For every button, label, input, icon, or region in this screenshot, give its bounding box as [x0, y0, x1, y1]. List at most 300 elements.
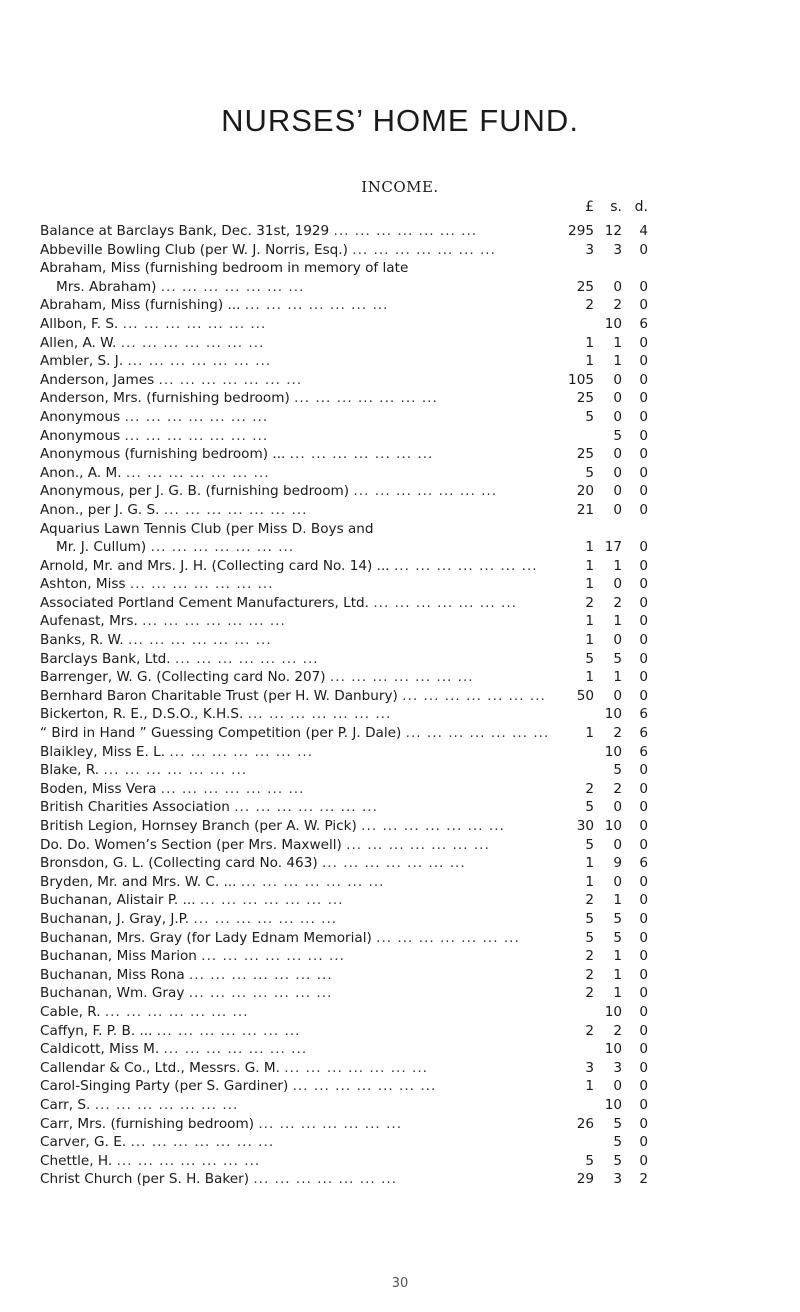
donor-name: Ashton, Miss ... ... ... ... ... ... ...: [40, 576, 274, 593]
income-row: [40, 984, 800, 1003]
leader-dots: ... ... ... ... ... ... ...: [120, 334, 265, 351]
donor-name: Associated Portland Cement Manufacturers, Ltd. ... ... ... ... ... ... ...: [40, 594, 517, 611]
shillings-value: 1: [613, 892, 622, 909]
shillings-value: 5: [613, 762, 622, 779]
shillings-value: 2: [613, 1022, 622, 1039]
income-row: [40, 259, 800, 278]
leader-dots: ... ... ... ... ... ... ...: [142, 613, 286, 630]
pence-value: 2: [639, 1171, 648, 1188]
pence-value: 0: [639, 371, 648, 388]
income-row: [40, 798, 800, 817]
shillings-value: 10: [604, 743, 622, 760]
shillings-value: 10: [604, 1096, 622, 1113]
pence-value: 6: [639, 725, 648, 742]
leader-dots: ... ... ... ... ... ... ...: [116, 1152, 261, 1169]
income-row: [40, 1170, 800, 1189]
leader-dots: ... ... ... ... ... ... ...: [125, 464, 270, 481]
pounds-value: 26: [576, 1115, 594, 1132]
shillings-value: 0: [613, 836, 622, 853]
pence-value: 0: [639, 334, 648, 351]
leader-dots: ... ... ... ... ... ... ...: [104, 1003, 249, 1020]
leader-dots: ... ... ... ... ... ... ...: [188, 985, 333, 1002]
shillings-value: 10: [604, 315, 622, 332]
income-row: [40, 1096, 800, 1115]
donor-name: Anonymous ... ... ... ... ... ... ...: [40, 427, 269, 444]
leader-dots: ... ... ... ... ... ... ...: [124, 408, 269, 425]
pence-value: 6: [639, 855, 648, 872]
shillings-value: 0: [613, 483, 622, 500]
income-row: [40, 594, 800, 613]
pence-value: 0: [639, 985, 648, 1002]
shillings-value: 0: [613, 371, 622, 388]
leader-dots: ... ... ... ... ... ... ...: [129, 576, 274, 593]
income-row: [40, 854, 800, 873]
donor-name: Bronsdon, G. L. (Collecting card No. 463) ... ... ... ... ... ... ...: [40, 855, 466, 872]
leader-dots: ... ... ... ... ... ... ...: [289, 446, 434, 463]
donor-name: Cable, R. ... ... ... ... ... ... ...: [40, 1003, 249, 1020]
donor-name: Buchanan, Miss Marion ... ... ... ... ... ... ...: [40, 948, 345, 965]
pounds-value: 5: [585, 464, 594, 481]
pence-value: 0: [639, 762, 648, 779]
donor-name: Callendar & Co., Ltd., Messrs. G. M. ... ... ... ... ... ... ...: [40, 1059, 428, 1076]
income-row: [40, 352, 800, 371]
pounds-value: 1: [585, 632, 594, 649]
income-row: [40, 761, 800, 780]
shillings-value: 10: [604, 706, 622, 723]
pence-value: 0: [639, 669, 648, 686]
donor-name: Abbeville Bowling Club (per W. J. Norris, Esq.) ... ... ... ... ... ... ...: [40, 241, 496, 258]
pounds-value: 2: [585, 1022, 594, 1039]
shillings-value: 1: [613, 985, 622, 1002]
income-row: [40, 520, 800, 539]
donor-name: Abraham, Miss (furnishing bedroom in memory of late: [40, 260, 409, 277]
income-row: [40, 575, 800, 594]
donor-name: “ Bird in Hand ” Guessing Competition (per P. J. Dale) ... ... ... ... ... ... ...: [40, 725, 550, 742]
income-row: [40, 705, 800, 724]
income-row: [40, 1152, 800, 1171]
leader-dots: ... ... ... ... ... ... ...: [240, 873, 385, 890]
leader-dots: ... ... ... ... ... ... ...: [156, 1022, 301, 1039]
income-row: [40, 315, 800, 334]
donor-name: Anon., A. M. ... ... ... ... ... ... ...: [40, 464, 270, 481]
pounds-value: 1: [585, 725, 594, 742]
pounds-value: 5: [585, 650, 594, 667]
shillings-value: 0: [613, 576, 622, 593]
income-row: [40, 1040, 800, 1059]
donor-name: Caffyn, F. P. B. ... ... ... ... ... ... ... ...: [40, 1022, 301, 1039]
pence-value: 0: [639, 1096, 648, 1113]
leader-dots: ... ... ... ... ... ... ...: [352, 241, 496, 258]
leader-dots: ... ... ... ... ... ... ...: [199, 892, 344, 909]
income-row: [40, 334, 800, 353]
income-row: [40, 278, 800, 297]
leader-dots: ... ... ... ... ... ... ...: [158, 371, 303, 388]
leader-dots: ... ... ... ... ... ... ...: [253, 1171, 398, 1188]
pence-value: 0: [639, 297, 648, 314]
donor-name: Barclays Bank, Ltd. ... ... ... ... ... ... ...: [40, 650, 319, 667]
leader-dots: ... ... ... ... ... ... ...: [127, 353, 272, 370]
leader-dots: ... ... ... ... ... ... ...: [284, 1059, 428, 1076]
shillings-value: 1: [613, 948, 622, 965]
donor-name: Ambler, S. J. ... ... ... ... ... ... ...: [40, 353, 272, 370]
pence-value: 0: [639, 408, 648, 425]
leader-dots: ... ... ... ... ... ... ...: [329, 669, 474, 686]
donor-name: Allen, A. W. ... ... ... ... ... ... ...: [40, 334, 265, 351]
pence-value: 0: [639, 446, 648, 463]
pence-value: 0: [639, 557, 648, 574]
leader-dots: ... ... ... ... ... ... ...: [294, 390, 438, 407]
shillings-value: 0: [613, 873, 622, 890]
donor-name: Carol-Singing Party (per S. Gardiner) ... ... ... ... ... ... ...: [40, 1078, 437, 1095]
pence-value: 6: [639, 315, 648, 332]
leader-dots: ... ... ... ... ... ... ...: [234, 799, 378, 816]
income-row: [40, 427, 800, 446]
donor-name: Anonymous (furnishing bedroom) ... ... ... ... ... ... ... ...: [40, 446, 434, 463]
pounds-value: 1: [585, 353, 594, 370]
leader-dots: ... ... ... ... ... ... ...: [163, 1041, 308, 1058]
pence-value: 0: [639, 948, 648, 965]
shillings-value: 5: [613, 1115, 622, 1132]
leader-dots: ... ... ... ... ... ... ...: [258, 1115, 403, 1132]
income-row: [40, 464, 800, 483]
shillings-value: 5: [613, 650, 622, 667]
leader-dots: ... ... ... ... ... ... ...: [346, 836, 490, 853]
leader-dots: ... ... ... ... ... ... ...: [94, 1096, 239, 1113]
income-row: [40, 891, 800, 910]
income-row: [40, 482, 800, 501]
donor-name: Aufenast, Mrs. ... ... ... ... ... ... ...: [40, 613, 286, 630]
leader-dots: ... ... ... ... ... ... ...: [201, 948, 345, 965]
page-title: NURSES’ HOME FUND.: [221, 103, 579, 138]
pence-value: 0: [639, 687, 648, 704]
shillings-value: 5: [613, 1152, 622, 1169]
shillings-value: 12: [604, 223, 622, 239]
shillings-value: 5: [613, 910, 622, 927]
donor-name: Allbon, F. S. ... ... ... ... ... ... ...: [40, 315, 267, 332]
pounds-value: 5: [585, 910, 594, 927]
income-row: [40, 1003, 800, 1022]
shillings-value: 0: [613, 390, 622, 407]
pence-value: 0: [639, 910, 648, 927]
pounds-value: 5: [585, 836, 594, 853]
pounds-value: 25: [576, 278, 594, 295]
pounds-value: 2: [585, 948, 594, 965]
shillings-value: 17: [604, 539, 622, 556]
pence-value: 0: [639, 594, 648, 611]
pounds-value: 5: [585, 408, 594, 425]
pounds-value: 21: [576, 501, 594, 518]
donor-name: Anonymous ... ... ... ... ... ... ...: [40, 408, 269, 425]
income-row: [40, 687, 800, 706]
donor-name: Chettle, H. ... ... ... ... ... ... ...: [40, 1152, 261, 1169]
shillings-value: 0: [613, 278, 622, 295]
pence-value: 0: [639, 278, 648, 295]
donor-name: Balance at Barclays Bank, Dec. 31st, 1929 ... ... ... ... ... ... ...: [40, 223, 478, 239]
shillings-value: 3: [613, 1171, 622, 1188]
income-row: [40, 668, 800, 687]
shillings-value: 2: [613, 297, 622, 314]
pence-value: 0: [639, 483, 648, 500]
income-row: [40, 650, 800, 669]
pence-value: 6: [639, 706, 648, 723]
pounds-value: 2: [585, 594, 594, 611]
donor-name: Buchanan, Wm. Gray ... ... ... ... ... ... ...: [40, 985, 333, 1002]
shillings-value: 2: [613, 725, 622, 742]
pounds-value: 1: [585, 669, 594, 686]
donor-name: Banks, R. W. ... ... ... ... ... ... ...: [40, 632, 272, 649]
section-heading: INCOME.: [361, 178, 439, 196]
pence-value: 0: [639, 427, 648, 444]
income-row: [40, 966, 800, 985]
shillings-value: 1: [613, 334, 622, 351]
donor-name: Buchanan, Mrs. Gray (for Lady Ednam Memorial) ... ... ... ... ... ... ...: [40, 929, 520, 946]
donor-name: Arnold, Mr. and Mrs. J. H. (Collecting card No. 14) ... ... ... ... ... ... ... ...: [40, 557, 538, 574]
pence-value: 0: [639, 1059, 648, 1076]
pounds-value: 1: [585, 613, 594, 630]
pounds-value: 1: [585, 576, 594, 593]
pounds-value: 295: [568, 223, 594, 239]
pence-value: 0: [639, 353, 648, 370]
shillings-value: 9: [613, 855, 622, 872]
pence-value: 0: [639, 836, 648, 853]
donor-name: Barrenger, W. G. (Collecting card No. 207) ... ... ... ... ... ... ...: [40, 669, 474, 686]
pounds-value: 3: [585, 1059, 594, 1076]
pence-value: 0: [639, 892, 648, 909]
income-row: [40, 1077, 800, 1096]
income-row: [40, 389, 800, 408]
donor-name: Anon., per J. G. S. ... ... ... ... ... ... ...: [40, 501, 308, 518]
shillings-value: 0: [613, 408, 622, 425]
income-row: [40, 1022, 800, 1041]
pence-value: 0: [639, 1003, 648, 1020]
pence-value: 0: [639, 818, 648, 834]
income-row: [40, 538, 800, 557]
income-row: [40, 501, 800, 520]
column-headers: [0, 199, 800, 221]
pounds-value: 3: [585, 241, 594, 258]
donor-name: Buchanan, Alistair P. ... ... ... ... ... ... ... ...: [40, 892, 344, 909]
income-row: [40, 929, 800, 948]
shillings-value: 0: [613, 632, 622, 649]
leader-dots: ... ... ... ... ... ... ...: [122, 315, 267, 332]
leader-dots: ... ... ... ... ... ... ...: [130, 1134, 275, 1151]
leader-dots: ... ... ... ... ... ... ...: [353, 483, 498, 500]
income-row: [40, 631, 800, 650]
shillings-value: 0: [613, 687, 622, 704]
leader-dots: ... ... ... ... ... ... ...: [160, 780, 305, 797]
leader-dots: ... ... ... ... ... ... ...: [124, 427, 269, 444]
pence-value: 0: [639, 1022, 648, 1039]
shillings-value: 1: [613, 353, 622, 370]
donor-name: British Legion, Hornsey Branch (per A. W. Pick) ... ... ... ... ... ... ...: [40, 818, 505, 834]
shillings-value: 10: [604, 818, 622, 834]
income-row: [40, 724, 800, 743]
pounds-value: 1: [585, 873, 594, 890]
income-row: [40, 408, 800, 427]
shillings-header: s.: [610, 199, 622, 215]
leader-dots: ... ... ... ... ... ... ...: [393, 557, 538, 574]
leader-dots: ... ... ... ... ... ... ...: [244, 297, 389, 314]
pence-value: 0: [639, 799, 648, 816]
income-row: [40, 241, 800, 260]
donor-name: Carr, Mrs. (furnishing bedroom) ... ... ... ... ... ... ...: [40, 1115, 403, 1132]
pounds-value: 5: [585, 799, 594, 816]
shillings-value: 2: [613, 780, 622, 797]
pounds-value: 20: [576, 483, 594, 500]
leader-dots: ... ... ... ... ... ... ...: [247, 706, 392, 723]
shillings-value: 2: [613, 594, 622, 611]
pounds-value: 2: [585, 297, 594, 314]
pence-value: 4: [639, 223, 648, 239]
donor-name: Aquarius Lawn Tennis Club (per Miss D. Boys and: [40, 520, 374, 537]
income-row: [40, 1133, 800, 1152]
pence-value: 6: [639, 743, 648, 760]
pence-value: 0: [639, 873, 648, 890]
pence-value: 0: [639, 576, 648, 593]
leader-dots: ... ... ... ... ... ... ...: [321, 855, 466, 872]
pence-value: 0: [639, 1115, 648, 1132]
income-row: [40, 947, 800, 966]
leader-dots: ... ... ... ... ... ... ...: [402, 687, 546, 704]
donor-name: Blake, R. ... ... ... ... ... ... ...: [40, 762, 248, 779]
donor-name: Boden, Miss Vera ... ... ... ... ... ... ...: [40, 780, 305, 797]
donor-name: Buchanan, Miss Rona ... ... ... ... ... ... ...: [40, 966, 333, 983]
income-row: [40, 296, 800, 315]
shillings-value: 5: [613, 929, 622, 946]
leader-dots: ... ... ... ... ... ... ...: [103, 762, 248, 779]
pence-value: 0: [639, 650, 648, 667]
income-row: [40, 780, 800, 799]
pence-value: 0: [639, 1152, 648, 1169]
leader-dots: ... ... ... ... ... ... ...: [361, 818, 505, 834]
income-row: [40, 1059, 800, 1078]
leader-dots: ... ... ... ... ... ... ...: [188, 966, 333, 983]
pounds-value: 25: [576, 446, 594, 463]
pence-value: 0: [639, 1041, 648, 1058]
pounds-value: 1: [585, 855, 594, 872]
income-row: [40, 1115, 800, 1134]
shillings-value: 0: [613, 1078, 622, 1095]
donor-name: Mr. J. Cullum) ... ... ... ... ... ... ...: [56, 539, 295, 556]
donor-name: Bryden, Mr. and Mrs. W. C. ... ... ... ... ... ... ... ...: [40, 873, 385, 890]
shillings-value: 0: [613, 501, 622, 518]
leader-dots: ... ... ... ... ... ... ...: [150, 539, 295, 556]
pence-value: 0: [639, 780, 648, 797]
income-row: [40, 557, 800, 576]
income-row: [40, 817, 800, 836]
pounds-value: 2: [585, 985, 594, 1002]
pence-value: 0: [639, 241, 648, 258]
shillings-value: 1: [613, 613, 622, 630]
income-row: [40, 612, 800, 631]
leader-dots: ... ... ... ... ... ... ...: [169, 743, 314, 760]
leader-dots: ... ... ... ... ... ... ...: [405, 725, 550, 742]
income-row: [40, 910, 800, 929]
pounds-value: 5: [585, 1152, 594, 1169]
pence-value: 0: [639, 632, 648, 649]
donor-name: Anonymous, per J. G. B. (furnishing bedroom) ... ... ... ... ... ... ...: [40, 483, 498, 500]
leader-dots: ... ... ... ... ... ... ...: [376, 929, 520, 946]
pence-value: 0: [639, 464, 648, 481]
donor-name: Buchanan, J. Gray, J.P. ... ... ... ... ... ... ...: [40, 910, 338, 927]
leader-dots: ... ... ... ... ... ... ...: [292, 1078, 437, 1095]
pounds-value: 2: [585, 892, 594, 909]
leader-dots: ... ... ... ... ... ... ...: [174, 650, 319, 667]
pounds-value: 2: [585, 780, 594, 797]
leader-dots: ... ... ... ... ... ... ...: [163, 501, 308, 518]
pounds-value: 25: [576, 390, 594, 407]
leader-dots: ... ... ... ... ... ... ...: [160, 278, 305, 295]
donor-name: Carver, G. E. ... ... ... ... ... ... ...: [40, 1134, 275, 1151]
shillings-value: 1: [613, 966, 622, 983]
shillings-value: 5: [613, 1134, 622, 1151]
pence-value: 0: [639, 1134, 648, 1151]
donor-name: Christ Church (per S. H. Baker) ... ... ... ... ... ... ...: [40, 1171, 398, 1188]
shillings-value: 5: [613, 427, 622, 444]
shillings-value: 0: [613, 799, 622, 816]
income-row: [40, 445, 800, 464]
income-list: [40, 222, 800, 1189]
shillings-value: 3: [613, 241, 622, 258]
pounds-value: 1: [585, 539, 594, 556]
pounds-value: 2: [585, 966, 594, 983]
leader-dots: ... ... ... ... ... ... ...: [128, 632, 272, 649]
shillings-value: 3: [613, 1059, 622, 1076]
leader-dots: ... ... ... ... ... ... ...: [333, 223, 478, 239]
shillings-value: 0: [613, 464, 622, 481]
pounds-value: 105: [568, 371, 594, 388]
pence-value: 0: [639, 539, 648, 556]
donor-name: Anderson, Mrs. (furnishing bedroom) ... ... ... ... ... ... ...: [40, 390, 438, 407]
donor-name: Caldicott, Miss M. ... ... ... ... ... ... ...: [40, 1041, 308, 1058]
donor-name: Mrs. Abraham) ... ... ... ... ... ... ...: [56, 278, 305, 295]
pounds-value: 5: [585, 929, 594, 946]
pence-value: 0: [639, 1078, 648, 1095]
donor-name: Anderson, James ... ... ... ... ... ... ...: [40, 371, 303, 388]
pounds-value: 1: [585, 557, 594, 574]
donor-name: Bickerton, R. E., D.S.O., K.H.S. ... ... ... ... ... ... ...: [40, 706, 392, 723]
shillings-value: 10: [604, 1003, 622, 1020]
pence-value: 0: [639, 613, 648, 630]
donor-name: Carr, S. ... ... ... ... ... ... ...: [40, 1096, 239, 1113]
donor-name: Blaikley, Miss E. L. ... ... ... ... ... ... ...: [40, 743, 314, 760]
pence-value: 0: [639, 929, 648, 946]
income-row: [40, 873, 800, 892]
income-row: [40, 836, 800, 855]
pounds-value: 1: [585, 1078, 594, 1095]
shillings-value: 1: [613, 669, 622, 686]
pounds-header: £: [585, 199, 594, 215]
pounds-value: 1: [585, 334, 594, 351]
pounds-value: 30: [576, 818, 594, 834]
pounds-value: 50: [576, 687, 594, 704]
pence-value: 0: [639, 501, 648, 518]
pence-header: d.: [634, 199, 648, 215]
pence-value: 0: [639, 966, 648, 983]
leader-dots: ... ... ... ... ... ... ...: [373, 594, 517, 611]
pounds-value: 29: [576, 1171, 594, 1188]
income-row: [40, 743, 800, 762]
leader-dots: ... ... ... ... ... ... ...: [193, 910, 338, 927]
shillings-value: 10: [604, 1041, 622, 1058]
income-row: [40, 371, 800, 390]
page-number: 30: [391, 1276, 409, 1291]
income-row: [40, 222, 800, 241]
pence-value: 0: [639, 390, 648, 407]
donor-name: Bernhard Baron Charitable Trust (per H. W. Danbury) ... ... ... ... ... ... ...: [40, 687, 546, 704]
donor-name: British Charities Association ... ... ... ... ... ... ...: [40, 799, 378, 816]
shillings-value: 0: [613, 446, 622, 463]
